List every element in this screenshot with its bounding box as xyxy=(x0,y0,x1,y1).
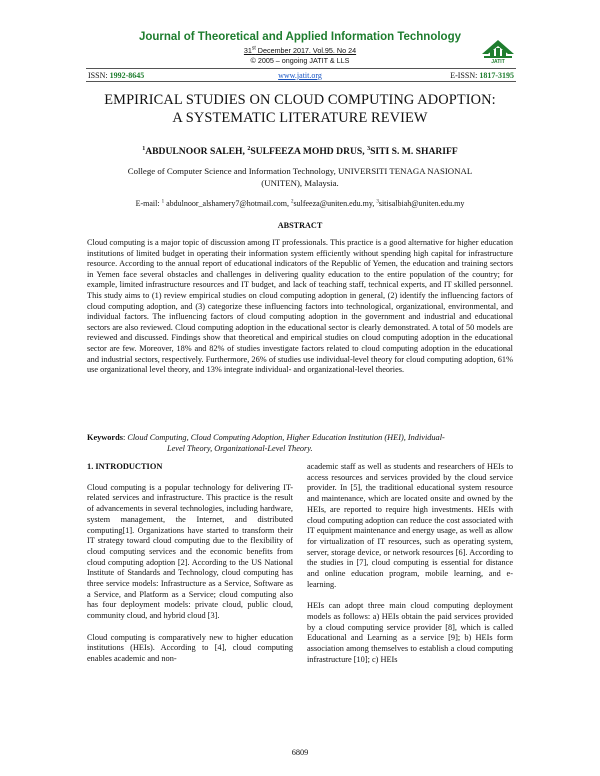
affiliation xyxy=(120,165,480,189)
email-2-mark: 2 xyxy=(291,199,294,205)
author-2-mark: 2 xyxy=(247,146,251,152)
title-line-2: A SYSTEMATIC LITERATURE REVIEW xyxy=(172,110,428,126)
paper-title xyxy=(70,91,530,127)
email-prefix: E-mail: xyxy=(135,199,162,208)
emails xyxy=(60,199,540,208)
right-paragraph-2: HEIs can adopt three main cloud computing deployment models as follows: a) HEIs obtain the paid services provided by a cloud computing service provider [8], which is called Educational and Learning as a service [9]; b) HEIs form association among themselves to establish a cloud computing infrastructure [10]; c) HEIs xyxy=(307,601,513,664)
left-column xyxy=(87,462,293,665)
left-paragraph-1: Cloud computing is a popular technology for delivering IT-related services and infrastructure. This practice is the result of advancements in several technologies, including hardware, system management, the Internet, and distributed computing[1]. Organizations have started to transform their IT strategy toward cloud computing due to the flexibility of cloud computing services and the economic benefits from cloud computing adoption [2]. According to the US National Institute of Standards and Technology, cloud computing has three service models: Infrastructure as a Service, Software as a Service, and Platform as a Service; cloud computing also has four deployment models: private cloud, public cloud, community cloud, and hybrid cloud [3]. xyxy=(87,482,293,621)
email-3: sitisalbiah@uniten.edu.my xyxy=(378,199,465,208)
author-1-mark: 1 xyxy=(142,146,146,152)
authors xyxy=(0,146,600,157)
author-3-mark: 3 xyxy=(367,146,371,152)
author-3: SITI S. M. SHARIFF xyxy=(370,146,458,158)
affiliation-line-1: College of Computer Science and Information Technology, UNIVERSITI TENAGA NASIONAL xyxy=(127,166,473,176)
logo-label: JATIT xyxy=(491,59,505,65)
right-paragraph-1: academic staff as well as students and researchers of HEIs to access resources and services provided by the cloud service provider. In [5], the traditional educational system resource and maintenance, which are located onsite and owned by the HEIs, are reported to require high investments. HEIs with cloud computing adoption can reduce the cost associated with IT equipment maintenance and energy usage, as well as allow for virtualization of IT resources, such as operating system, server, storage device, or network resources [6]. According to the studies in [7], cloud computing is essential for distance and online education program, mobile learning, and e-learning. xyxy=(307,462,513,589)
keywords-separator: : xyxy=(122,433,128,442)
issue-day-suffix: st xyxy=(251,46,256,52)
section-1-heading: 1. INTRODUCTION xyxy=(87,462,163,471)
abstract-text: Cloud computing is a major topic of discussion among IT professionals. This practice is a good alternative for higher education institutions of limited budget in operating their information system efficiently without spending high capital for infrastructure resource. According to the annual report of educational indicators of the Republic of Yemen, the education and training sectors in Yemen face several obstacles and challenges in delivering quality education to the entire population of the country; for example, limited infrastructure resources and IT budget, and lack of teaching staff, technical experts, and IT skilled personnel. This study aims to (1) review empirical studies on cloud computing adoption in general, (2) identify the influencing factors of cloud computing adoption, and (3) categorize these influencing factors into technological, organizational, environmental, and individual factors. The influencing factors of cloud computing adoption in the government and industrial and educational sectors are also reviewed. Cloud computing adoption in the educational sector is clearly demonstrated. A total of 50 models are reviewed and discussed. Findings show that theoretical and empirical studies on cloud computing adoption in the educational sector are few. Moreover, 18% and 82% of studies investigate factors related to cloud computing adoption in the educational and industrial sectors, respectively. Furthermore, 26% of studies use individual-level theory for cloud computing adoption, 61% use organizational level theory, and 13% integrate individual- and organizational-level theories. xyxy=(87,238,513,375)
keywords xyxy=(87,433,513,454)
keywords-line-1: Cloud Computing, Cloud Computing Adoption, Higher Education Institution (HEI), Individual- xyxy=(127,433,445,442)
issn-label: ISSN: xyxy=(88,71,110,80)
abstract-heading: ABSTRACT xyxy=(277,221,323,230)
right-column xyxy=(307,462,513,665)
header-rule-top xyxy=(86,68,516,69)
email-2: sulfeeza@uniten.edu.my, xyxy=(293,199,377,208)
issue-details: December 2017. Vol.95. No 24 xyxy=(255,46,357,56)
author-1: ABDULNOOR SALEH, xyxy=(145,146,248,158)
author-2: SULFEEZA MOHD DRUS, xyxy=(250,146,368,158)
journal-url-link[interactable]: www.jatit.org xyxy=(278,71,322,80)
left-paragraph-2: Cloud computing is comparatively new to higher education institutions (HEIs). According to [4], cloud computing enables academic and non- xyxy=(87,632,293,663)
eissn-label: E-ISSN: xyxy=(450,71,480,80)
email-1-mark: 1 xyxy=(161,199,165,205)
email-3-mark: 3 xyxy=(376,199,379,205)
keywords-label: Keywords xyxy=(87,433,123,442)
eissn-value: 1817-3195 xyxy=(479,71,514,80)
title-line-1: EMPIRICAL STUDIES ON CLOUD COMPUTING ADOPTION: xyxy=(104,92,496,108)
affiliation-line-2: (UNITEN), Malaysia. xyxy=(261,178,339,188)
keywords-line-2: Level Theory, Organizational-Level Theory. xyxy=(167,443,313,453)
issue-day: 31 xyxy=(243,46,252,56)
email-1: abdulnoor_alshamery7@hotmail.com, xyxy=(164,199,291,208)
header-rule-bottom xyxy=(86,81,516,82)
journal-title: Journal of Theoretical and Applied Information Technology xyxy=(138,31,462,43)
issn-value: 1992-8645 xyxy=(109,71,145,80)
page-number: 6809 xyxy=(291,748,309,757)
eissn xyxy=(450,71,514,80)
journal-copyright: © 2005 – ongoing JATIT & LLS xyxy=(250,56,350,65)
